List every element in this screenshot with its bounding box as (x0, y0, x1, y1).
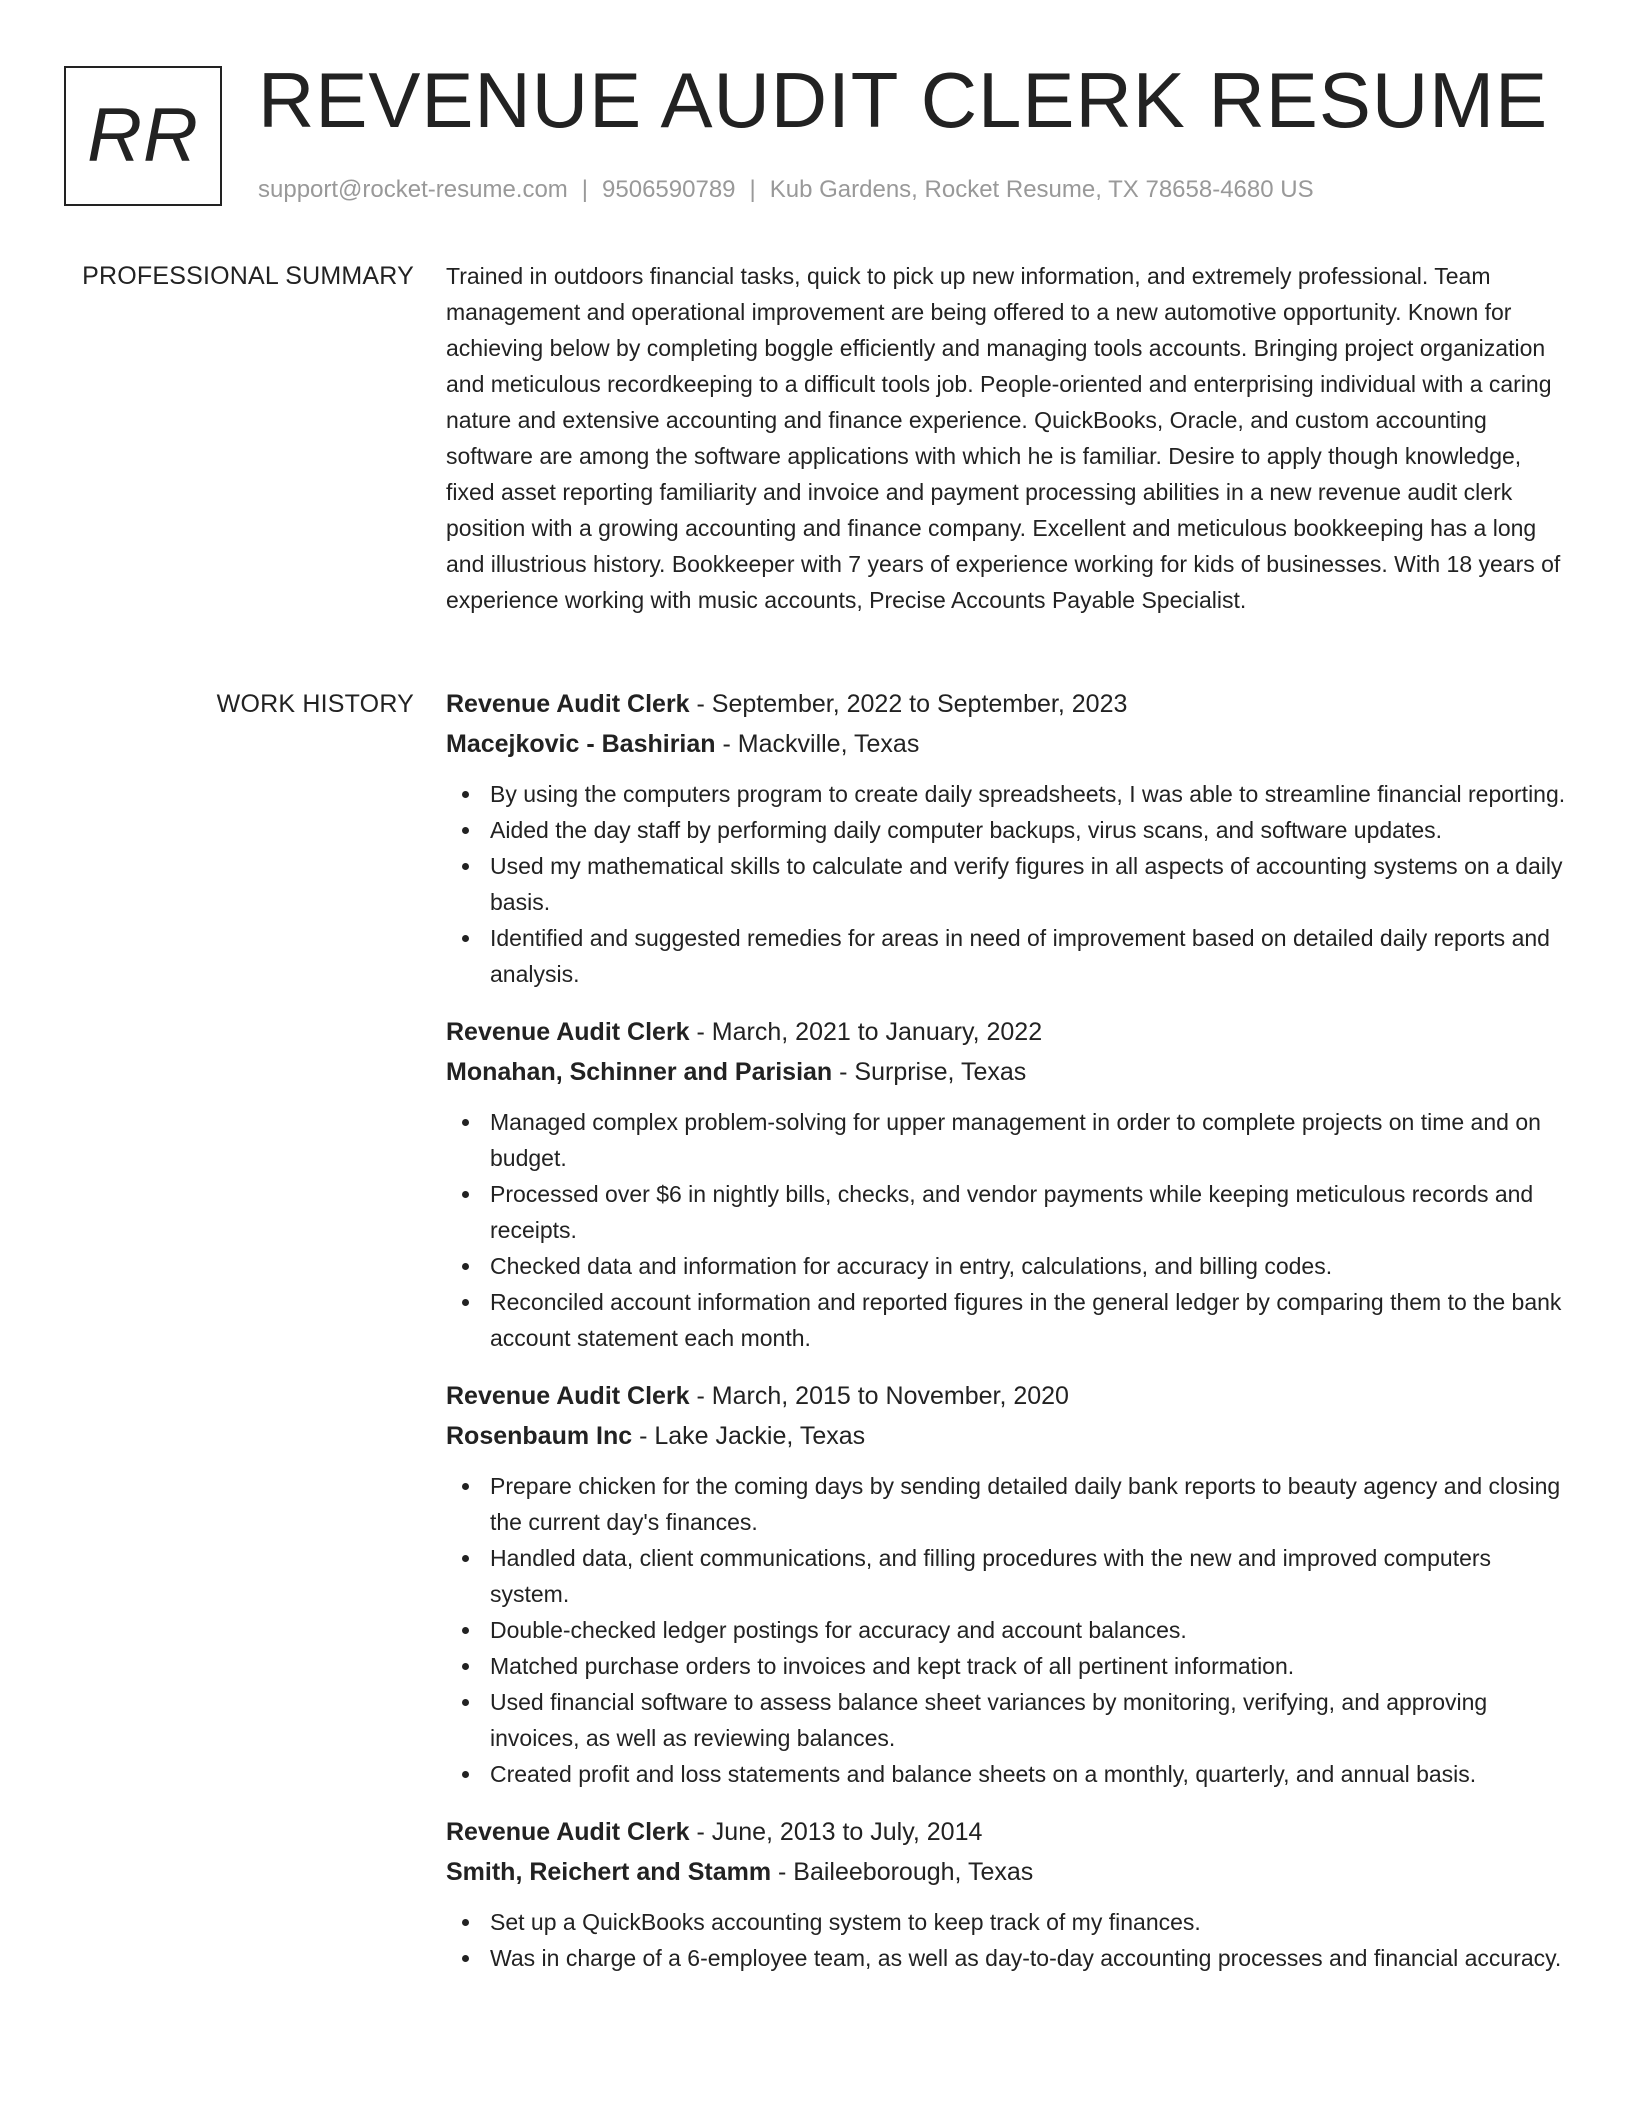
list-item: Created profit and loss statements and balance sheets on a monthly, quarterly, and annual basis. (446, 1756, 1566, 1792)
job-title-line (446, 1814, 1566, 1850)
job-company-line (446, 726, 1566, 762)
job-company-line (446, 1054, 1566, 1090)
summary-label: PROFESSIONAL SUMMARY (82, 262, 414, 290)
job-location: - Surprise, Texas (832, 1058, 1027, 1086)
job-location: - Mackville, Texas (715, 730, 920, 758)
monogram-box (64, 66, 222, 206)
job-company: Monahan, Schinner and Parisian (446, 1058, 833, 1086)
job-company-line (446, 1854, 1566, 1890)
job-title-line (446, 1378, 1566, 1414)
contact-separator: | (749, 176, 756, 203)
summary-text: Trained in outdoors financial tasks, quick to pick up new information, and extremely professional. Team management and operational improvement are being offered to a new automotive opportunity. Known for achieving below by completing boggle efficiently and managing tools accounts. Bringing project organization and meticulous recordkeeping to a difficult tools job. People-oriented and enterprising individual with a caring nature and extensive accounting and finance experience. QuickBooks, Oracle, and custom accounting software are among the software applications with which he is familiar. Desire to apply though knowledge, fixed asset reporting familiarity and invoice and payment processing abilities in a new revenue audit clerk position with a growing accounting and finance company. Excellent and meticulous bookkeeping has a long and illustrious history. Bookkeeper with 7 years of experience working for kids of businesses. With 18 years of experience working with music accounts, Precise Accounts Payable Specialist. (446, 263, 1561, 613)
job-company: Macejkovic - Bashirian (446, 730, 716, 758)
list-item: Used my mathematical skills to calculate and verify figures in all aspects of accounting systems on a daily basis. (446, 848, 1566, 920)
job-title: Revenue Audit Clerk (446, 1818, 690, 1846)
list-item: Was in charge of a 6-employee team, as well as day-to-day accounting processes and financial accuracy. (446, 1940, 1566, 1976)
job-title-line (446, 1014, 1566, 1050)
work-history-label: WORK HISTORY (216, 690, 414, 718)
job-dates: - March, 2021 to January, 2022 (689, 1018, 1043, 1046)
job-bullets (446, 1468, 1566, 1792)
list-item: Processed over $6 in nightly bills, checks, and vendor payments while keeping meticulous records and receipts. (446, 1176, 1566, 1248)
job-title: Revenue Audit Clerk (446, 1018, 690, 1046)
job-entry (446, 1814, 1566, 1976)
job-bullets (446, 776, 1566, 992)
contact-separator: | (581, 176, 589, 203)
job-entry (446, 1378, 1566, 1792)
job-company: Smith, Reichert and Stamm (446, 1858, 772, 1886)
job-title-line (446, 686, 1566, 722)
job-company: Rosenbaum Inc (446, 1422, 633, 1450)
list-item: Checked data and information for accuracy in entry, calculations, and billing codes. (446, 1248, 1566, 1284)
monogram-initials: RR (87, 93, 199, 178)
job-dates: - June, 2013 to July, 2014 (689, 1818, 983, 1846)
contact-email: support@rocket-resume.com (258, 176, 568, 203)
list-item: Double-checked ledger postings for accuracy and account balances. (446, 1612, 1566, 1648)
job-location: - Baileeborough, Texas (771, 1858, 1034, 1886)
list-item: Identified and suggested remedies for areas in need of improvement based on detailed daily reports and analysis. (446, 920, 1566, 992)
work-history-body (446, 686, 1566, 1998)
list-item: Aided the day staff by performing daily computer backups, virus scans, and software updates. (446, 812, 1566, 848)
contact-address: Kub Gardens, Rocket Resume, TX 78658-4680 US (769, 176, 1314, 203)
list-item: Prepare chicken for the coming days by sending detailed daily bank reports to beauty agency and closing the current day's finances. (446, 1468, 1566, 1540)
list-item: Matched purchase orders to invoices and kept track of all pertinent information. (446, 1648, 1566, 1684)
job-dates: - September, 2022 to September, 2023 (689, 690, 1128, 718)
summary-body (446, 258, 1566, 618)
job-entry (446, 1014, 1566, 1356)
job-company-line (446, 1418, 1566, 1454)
job-dates: - March, 2015 to November, 2020 (689, 1382, 1069, 1410)
job-bullets (446, 1104, 1566, 1356)
job-location: - Lake Jackie, Texas (632, 1422, 866, 1450)
job-title: Revenue Audit Clerk (446, 690, 690, 718)
job-title: Revenue Audit Clerk (446, 1382, 690, 1410)
contact-phone: 9506590789 (602, 176, 736, 203)
list-item: Reconciled account information and reported figures in the general ledger by comparing them to the bank account statement each month. (446, 1284, 1566, 1356)
page-title: REVENUE AUDIT CLERK RESUME (258, 56, 1549, 144)
list-item: Set up a QuickBooks accounting system to keep track of my finances. (446, 1904, 1566, 1940)
contact-line (258, 174, 1314, 206)
list-item: By using the computers program to create daily spreadsheets, I was able to streamline financial reporting. (446, 776, 1566, 812)
list-item: Handled data, client communications, and filling procedures with the new and improved computers system. (446, 1540, 1566, 1612)
job-bullets (446, 1904, 1566, 1976)
list-item: Used financial software to assess balance sheet variances by monitoring, verifying, and approving invoices, as well as reviewing balances. (446, 1684, 1566, 1756)
list-item: Managed complex problem-solving for upper management in order to complete projects on time and on budget. (446, 1104, 1566, 1176)
job-entry (446, 686, 1566, 992)
